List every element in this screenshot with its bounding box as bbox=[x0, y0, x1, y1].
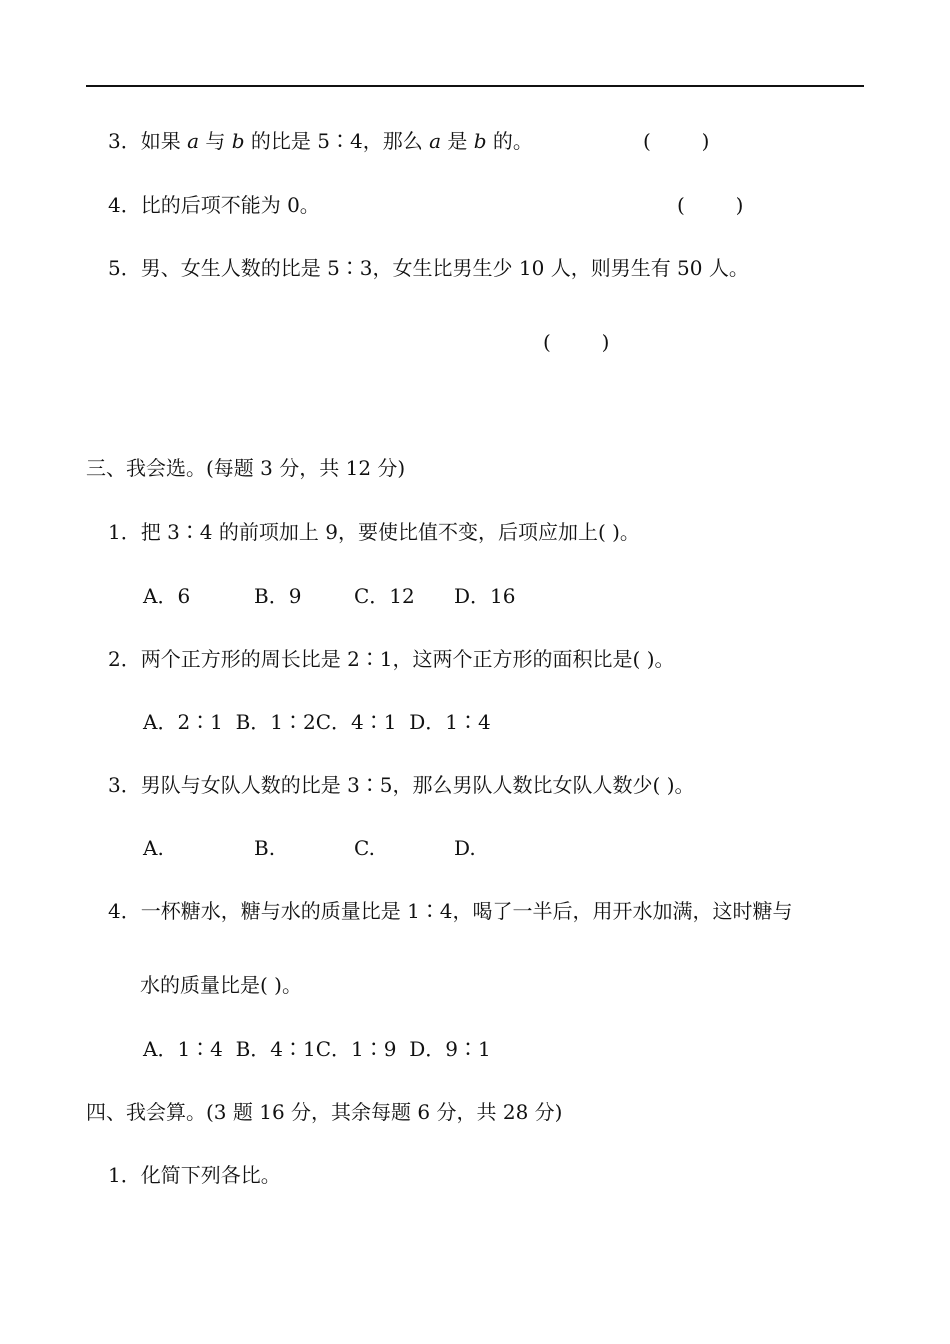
section-3-title: 三、我会选。(每题 3 分，共 12 分) bbox=[86, 456, 406, 480]
question-number: 3． bbox=[108, 129, 141, 153]
answer-blank-judge-4[interactable]: ( ) bbox=[677, 193, 744, 217]
option-a[interactable]: A．6 bbox=[143, 584, 191, 608]
header-rule bbox=[86, 85, 864, 87]
option-d[interactable]: D．16 bbox=[454, 584, 516, 608]
calc-question-1: 1．化简下列各比。 bbox=[108, 1163, 281, 1187]
choice-question-4-line2: 水的质量比是( )。 bbox=[140, 973, 302, 997]
answer-blank-judge-5[interactable]: ( ) bbox=[543, 330, 610, 354]
variable-b: b bbox=[473, 129, 487, 153]
judge-question-4: 4．比的后项不能为 0。 bbox=[108, 193, 320, 217]
option-b[interactable]: B. bbox=[254, 836, 276, 860]
option-d[interactable]: D. bbox=[454, 836, 476, 860]
variable-b: b bbox=[231, 129, 245, 153]
judge-question-5: 5．男、女生人数的比是 5∶3，女生比男生少 10 人，则男生有 50 人。 bbox=[108, 256, 749, 280]
choice-question-3: 3．男队与女队人数的比是 3∶5，那么男队人数比女队人数少( )。 bbox=[108, 773, 695, 797]
option-a[interactable]: A. bbox=[143, 836, 164, 860]
judge-question-3: 3．如果 a 与 b 的比是 5∶4，那么 a 是 b 的。 bbox=[108, 129, 533, 153]
choice-question-4-line1: 4．一杯糖水，糖与水的质量比是 1∶4，喝了一半后，用开水加满，这时糖与 bbox=[108, 899, 793, 923]
options-row[interactable]: A．1∶4 B．4∶1C．1∶9 D．9∶1 bbox=[143, 1037, 491, 1061]
variable-a: a bbox=[187, 129, 200, 153]
options-row[interactable]: A．2∶1 B．1∶2C．4∶1 D．1∶4 bbox=[143, 710, 491, 734]
option-b[interactable]: B．9 bbox=[254, 584, 302, 608]
answer-blank-judge-3[interactable]: ( ) bbox=[643, 129, 710, 153]
variable-a: a bbox=[429, 129, 442, 153]
choice-question-1: 1．把 3∶4 的前项加上 9，要使比值不变，后项应加上( )。 bbox=[108, 520, 640, 544]
choice-question-2: 2．两个正方形的周长比是 2∶1，这两个正方形的面积比是( )。 bbox=[108, 647, 675, 671]
section-4-title: 四、我会算。(3 题 16 分，其余每题 6 分，共 28 分) bbox=[86, 1100, 563, 1124]
option-c[interactable]: C．12 bbox=[354, 584, 415, 608]
option-c[interactable]: C. bbox=[354, 836, 375, 860]
